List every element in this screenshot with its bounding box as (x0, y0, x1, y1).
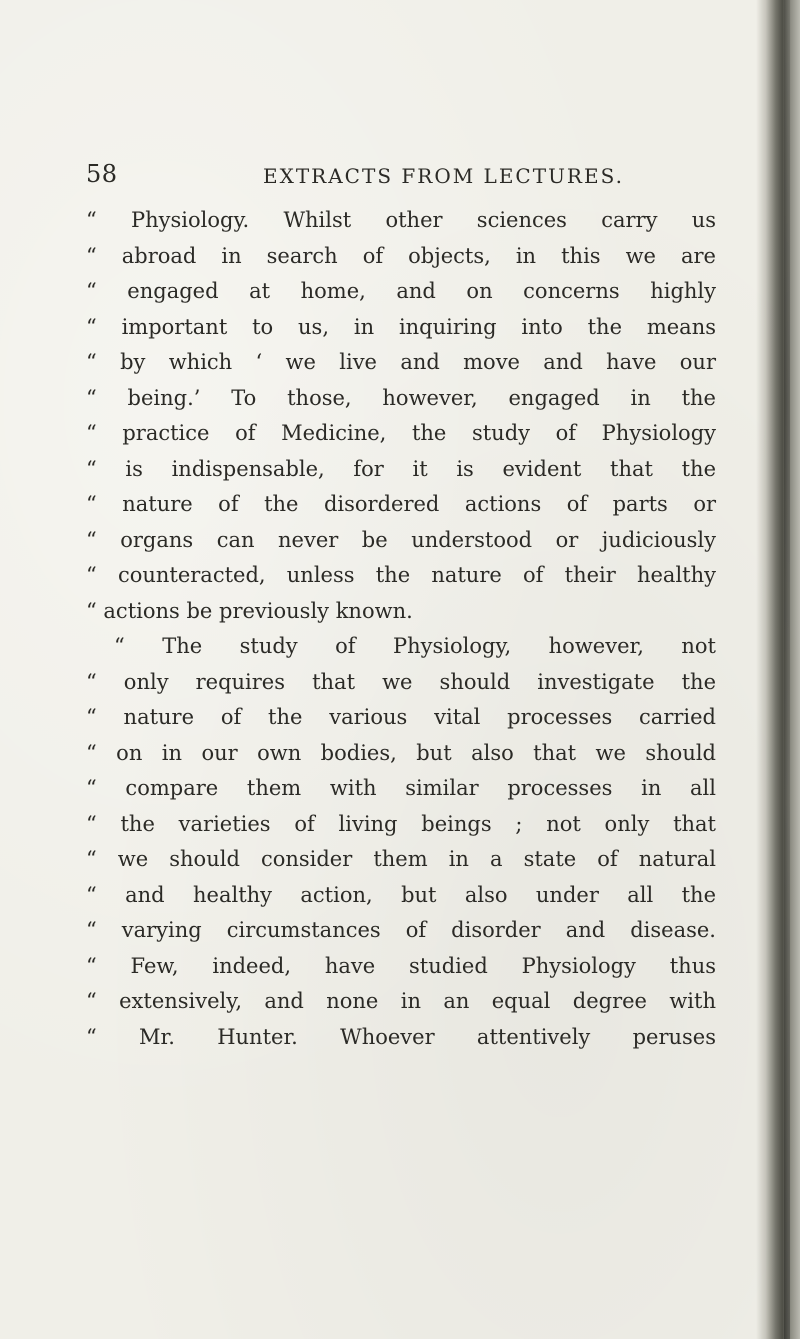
text-line: “ extensively, and none in an equal degree with (86, 989, 716, 1013)
text-line: “ Mr. Hunter. Whoever attentively peruses (86, 1024, 716, 1049)
text-line: “ engaged at home, and on concerns highly (86, 279, 716, 303)
text-line: “ Physiology. Whilst other sciences carry us (86, 208, 716, 232)
text-line: “ by which ‘ we live and move and have our (86, 350, 716, 374)
text-line: “ being.’ To those, however, engaged in the (86, 385, 716, 410)
text-line: “ important to us, in inquiring into the means (86, 314, 716, 339)
text-line: “ organs can never be understood or judiciously (86, 527, 716, 552)
text-line: “ on in our own bodies, but also that we should (86, 740, 716, 765)
text-line: “ only requires that we should investigate the (86, 669, 716, 694)
text-line: “ and healthy action, but also under all the (86, 882, 716, 907)
page-number: 58 (86, 160, 118, 188)
page-header (86, 160, 746, 200)
text-line: “ Few, indeed, have studied Physiology thus (86, 953, 716, 978)
text-line: “ counteracted, unless the nature of their healthy (86, 563, 716, 587)
text-line: “ practice of Medicine, the study of Physiology (86, 421, 716, 445)
running-head: EXTRACTS FROM LECTURES. (263, 164, 624, 188)
text-line: “ actions be previously known. (86, 598, 413, 623)
text-line: “ The study of Physiology, however, not (114, 634, 716, 658)
text-line: “ the varieties of living beings ; not only that (86, 811, 716, 836)
text-line: “ compare them with similar processes in all (86, 776, 716, 800)
body-text (86, 203, 716, 1055)
text-line: “ is indispensable, for it is evident that the (86, 456, 716, 481)
binding-edge (756, 0, 800, 1339)
text-line: “ abroad in search of objects, in this we are (86, 243, 716, 268)
text-line: “ nature of the disordered actions of parts or (86, 492, 716, 516)
text-line: “ varying circumstances of disorder and disease. (86, 918, 716, 942)
text-line: “ we should consider them in a state of natural (86, 847, 716, 871)
text-line: “ nature of the various vital processes carried (86, 705, 716, 729)
